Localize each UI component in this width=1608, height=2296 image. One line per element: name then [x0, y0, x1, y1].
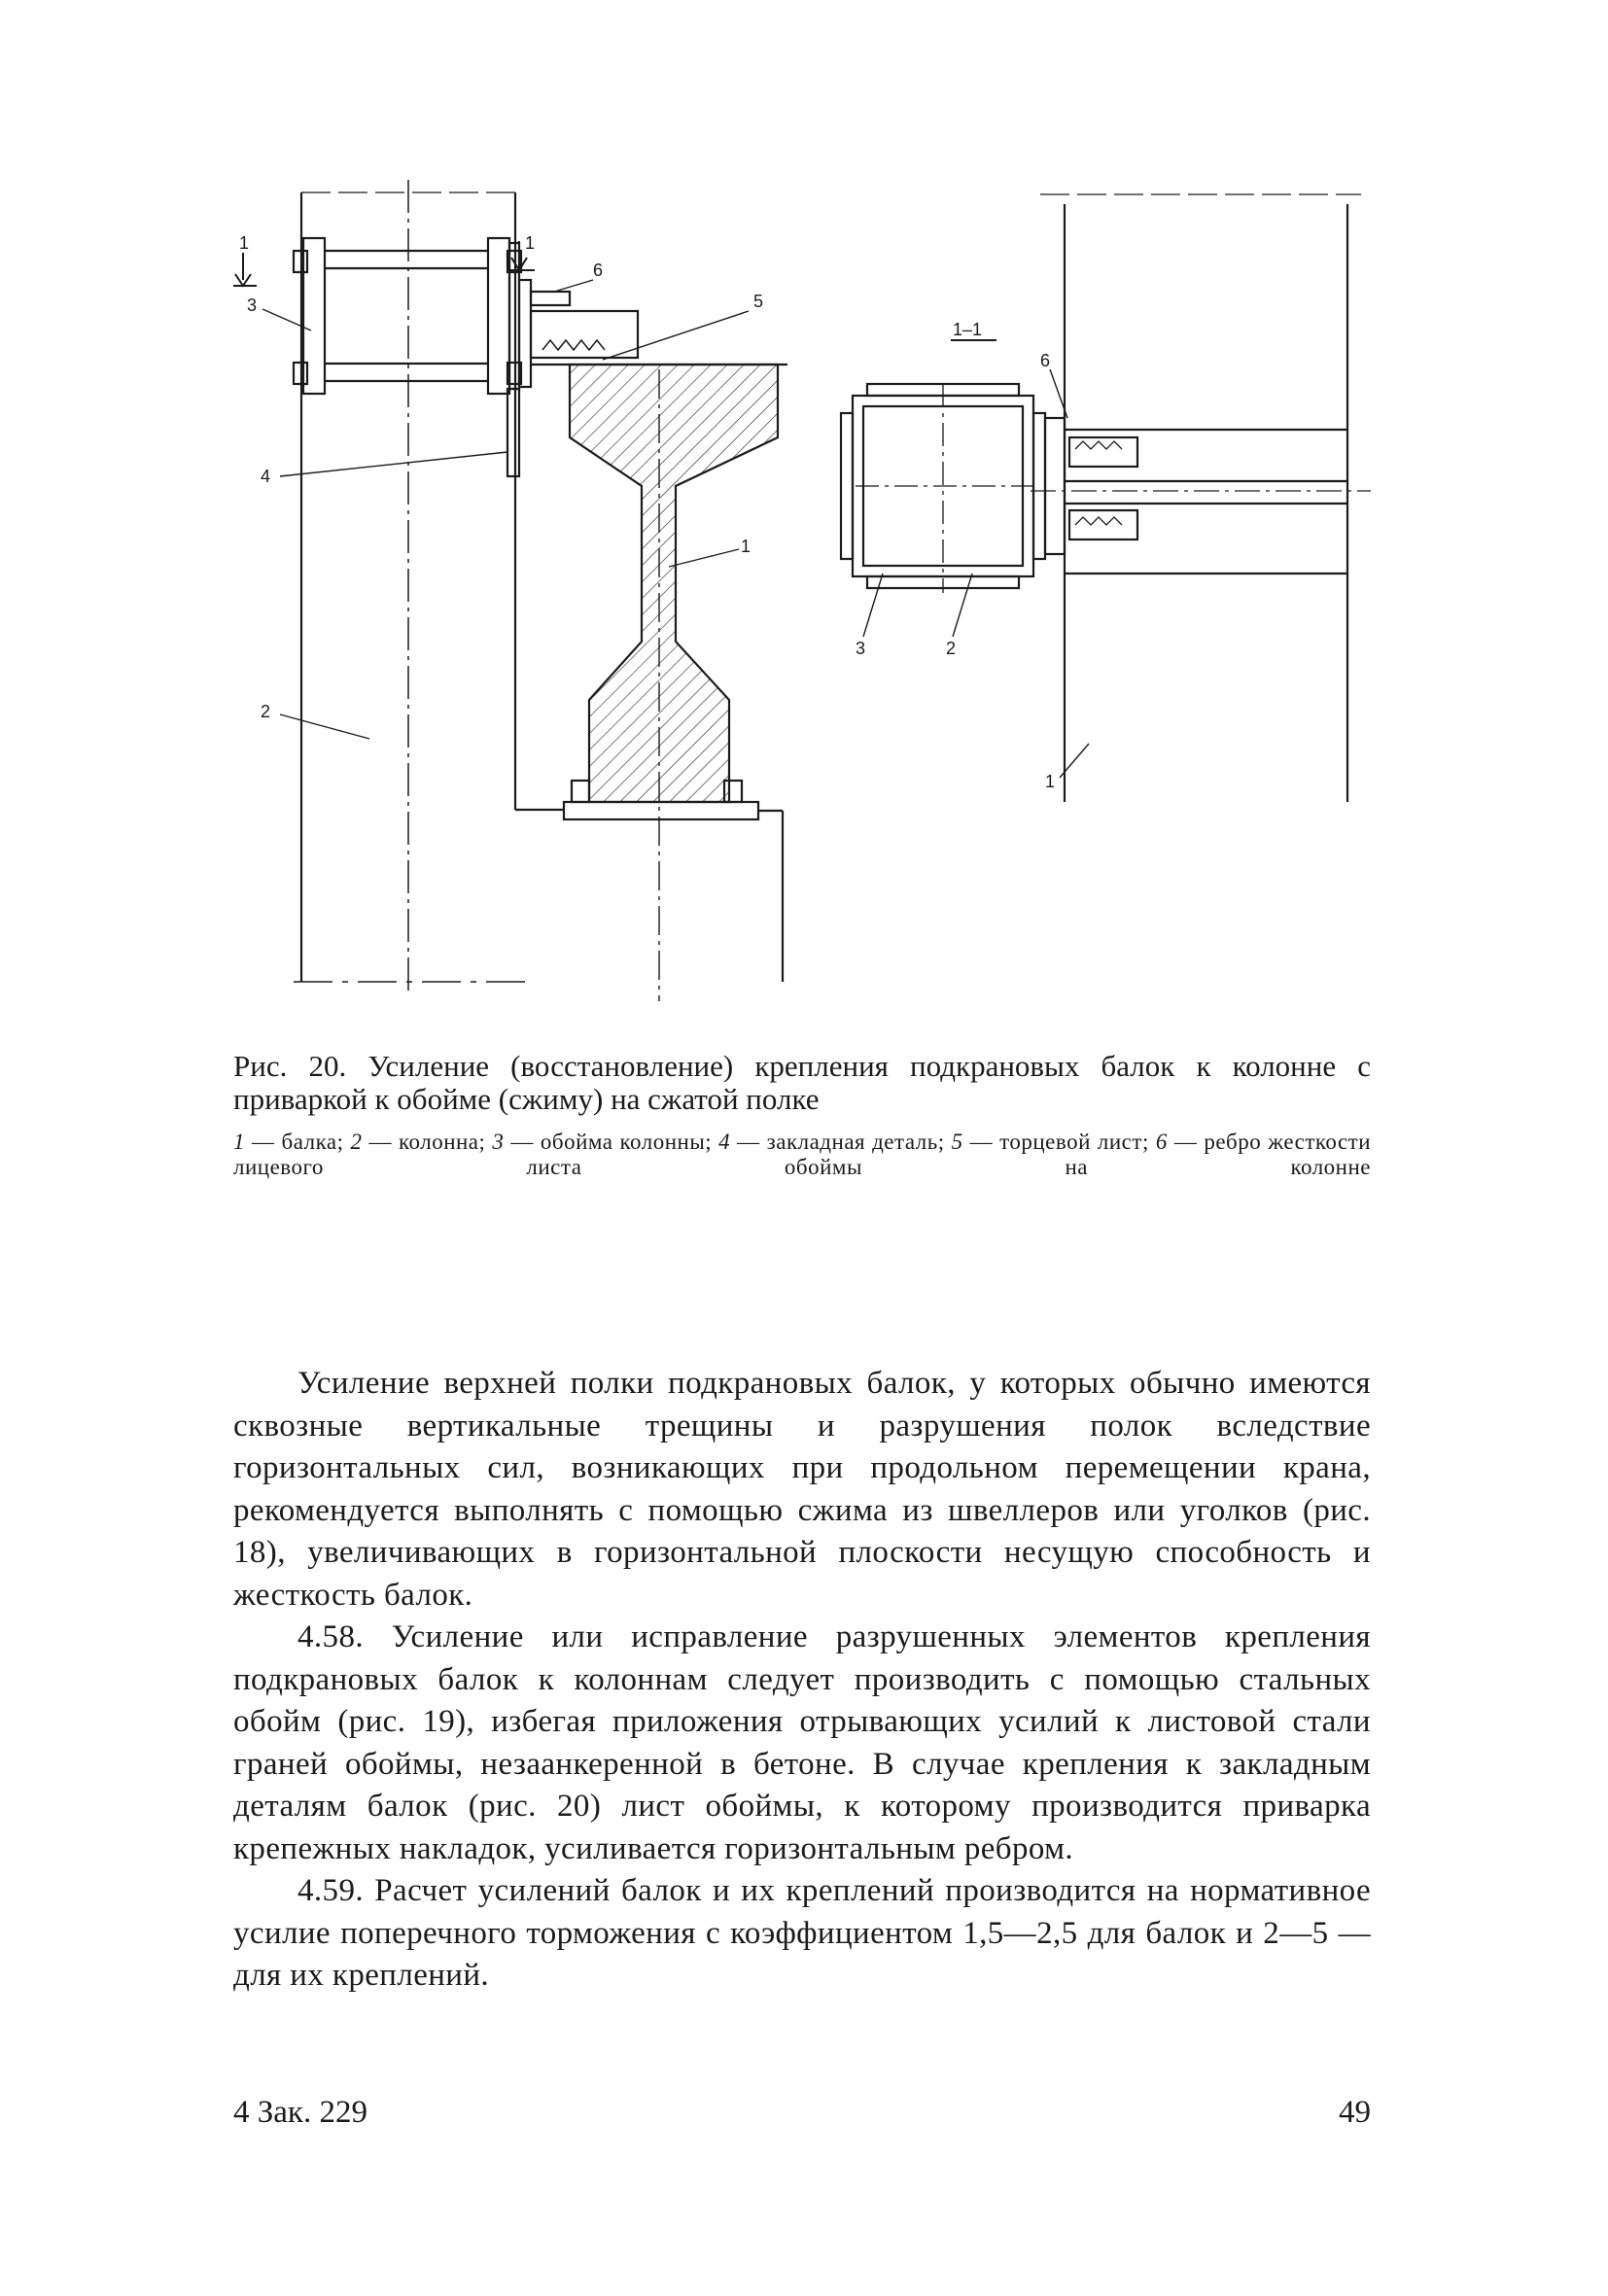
- legend-num-2: 2: [350, 1130, 363, 1154]
- legend-text-3: — обойма колонны;: [510, 1130, 719, 1154]
- section-title: 1–1: [953, 320, 983, 339]
- legend-text-4: — закладная деталь;: [737, 1130, 952, 1154]
- legend-text-1: — балка;: [252, 1130, 351, 1154]
- label-6-section: 6: [1040, 351, 1051, 370]
- embedded-part: [507, 389, 519, 476]
- label-section-right: 1: [525, 233, 536, 253]
- figure-20: [233, 165, 1390, 1011]
- legend-num-6: 6: [1155, 1130, 1168, 1154]
- section-arrows: [233, 241, 535, 286]
- caption-title: Рис. 20. Усиление (восстановление) крепления подкрановых балок к колонне с приваркой к обойме (сжиму) на сжатой полке: [233, 1049, 1371, 1116]
- figure-drawing: [233, 165, 1390, 1011]
- paragraph-4-59: 4.59. Расчет усилений балок и их креплений производится на нормативное усилие поперечного торможения с коэффициентом 1,5—2,5 для балок и 2—5 — для их креплений.: [233, 1873, 1371, 1993]
- label-4: 4: [261, 467, 271, 486]
- legend-num-4: 4: [718, 1130, 731, 1154]
- footer-order-number: 4 Зак. 229: [233, 2095, 367, 2130]
- label-2: 2: [261, 702, 271, 721]
- label-6-top: 6: [593, 261, 604, 280]
- legend-text-5: — торцевой лист;: [969, 1130, 1156, 1154]
- body-text: [233, 1363, 1371, 1998]
- paragraph-1: Усиление верхней полки подкрановых балок, у которых обычно имеются сквозные вертикальные трещины и разрушения полок вследствие горизонтальных сил, возникающих при продольном перемещении крана, рекомендуется выполнять с помощью сжима из швеллеров или уголков (рис. 18), увеличивающих в горизонтальной плоскости несущую способность и жесткость балок.: [233, 1366, 1371, 1613]
- legend-num-5: 5: [951, 1130, 963, 1154]
- legend-num-1: 1: [233, 1130, 245, 1154]
- figure-caption: [233, 1050, 1371, 1180]
- section-1-1: [841, 194, 1371, 802]
- label-3-section: 3: [856, 639, 866, 658]
- caption-legend: [233, 1130, 1371, 1180]
- legend-num-3: 3: [492, 1130, 505, 1154]
- legend-text-2: — колонна;: [368, 1130, 493, 1154]
- label-2-section: 2: [946, 639, 957, 658]
- page-number: 49: [1339, 2095, 1371, 2130]
- page-footer: [233, 2095, 1371, 2134]
- label-1-beam: 1: [741, 537, 752, 556]
- label-1-section: 1: [1045, 772, 1056, 791]
- column-clamp: [294, 238, 521, 394]
- column: [294, 180, 525, 991]
- label-5: 5: [753, 292, 764, 311]
- crane-beam: [570, 365, 778, 802]
- legend-text-6: — ребро жесткости лицевого листа обоймы на колонне: [233, 1130, 1372, 1179]
- paragraph-4-58: 4.58. Усиление или исправление разрушенных элементов крепления подкрановых балок к колоннам следует производить с помощью стальных обойм (рис. 19), избегая приложения отрывающих усилий к листовой стали граней обоймы, незаанкеренной в бетоне. В случае крепления к закладным деталям балок (рис. 20) лист обоймы, к которому производится приварка крепежных накладок, усиливается горизонтальным ребром.: [233, 1619, 1371, 1866]
- label-3-left: 3: [247, 296, 258, 315]
- label-section-left: 1: [239, 233, 250, 253]
